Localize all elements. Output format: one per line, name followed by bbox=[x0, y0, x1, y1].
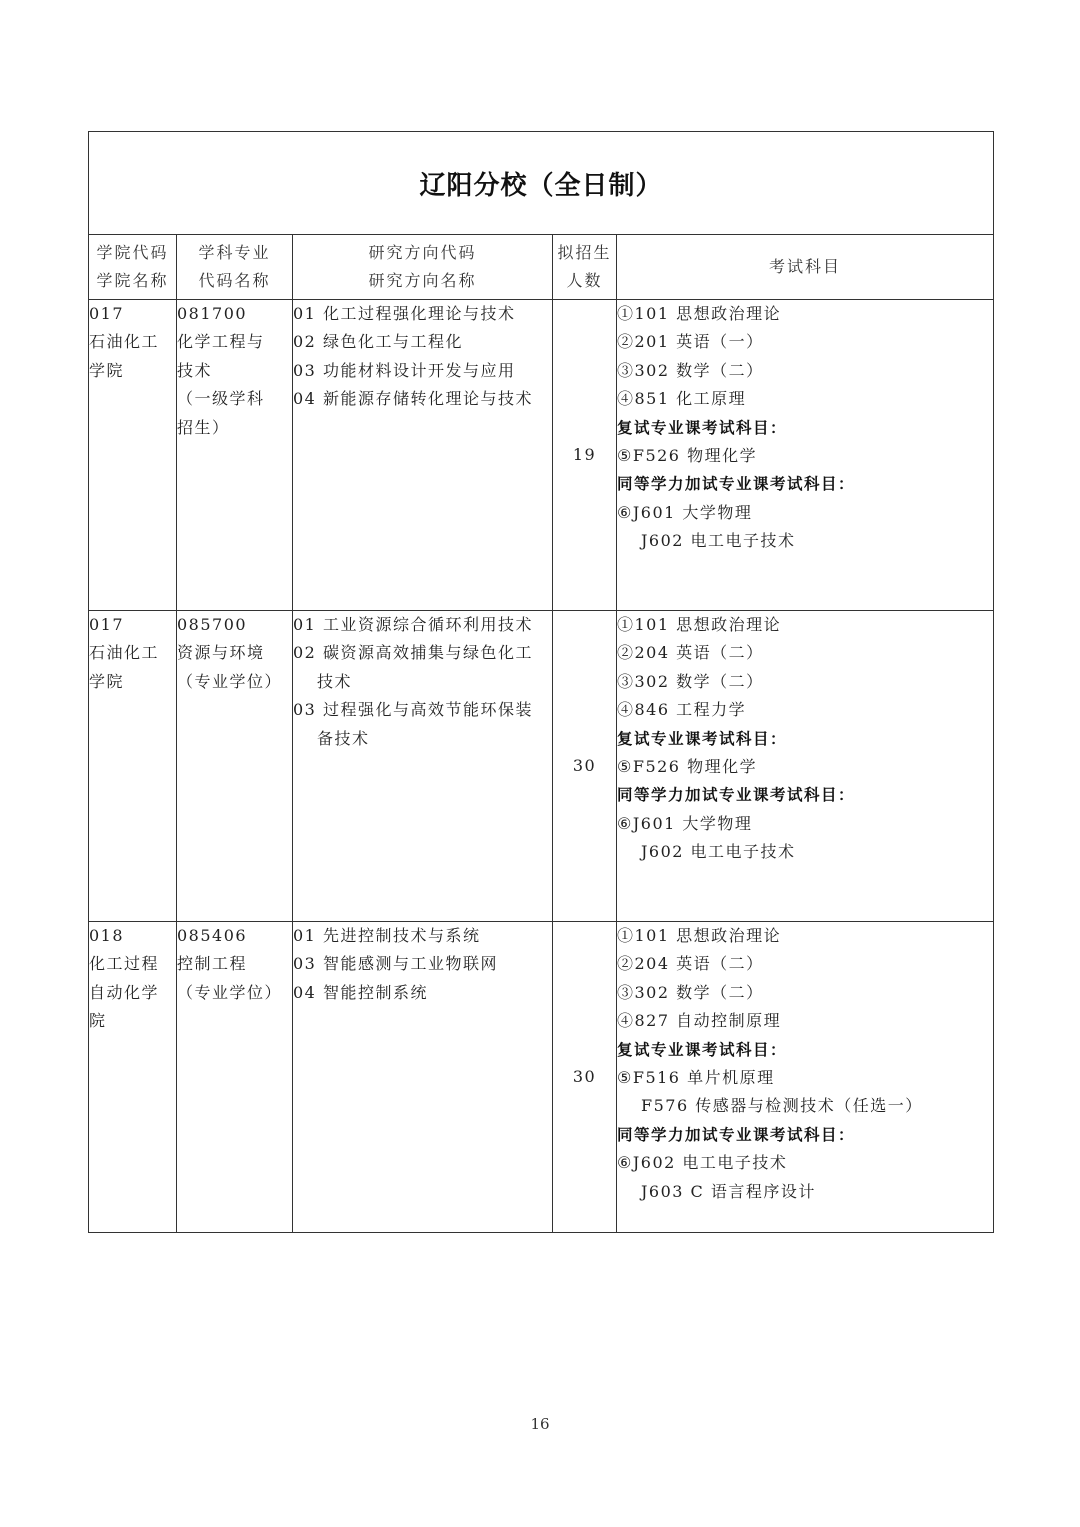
header-direction bbox=[293, 235, 553, 300]
header-major bbox=[177, 235, 293, 300]
retest-label: 复试专业课考试科目： bbox=[617, 1040, 788, 1059]
header-major-line1: 学科专业 bbox=[198, 243, 271, 262]
direction-item-cont: 技术 bbox=[317, 671, 353, 691]
major-code: 081700 bbox=[177, 304, 248, 323]
major-cell bbox=[177, 922, 293, 1233]
direction-item: 01 工业资源综合循环利用技术 bbox=[293, 615, 533, 634]
exam-subject: ④846 工程力学 bbox=[617, 700, 747, 720]
title-cell bbox=[89, 132, 994, 235]
exam-subject: ①101 思想政治理论 bbox=[617, 304, 782, 323]
major-note: 招生） bbox=[177, 417, 230, 437]
exam-subject: ④827 自动控制原理 bbox=[617, 1011, 782, 1031]
equiv-label: 同等学力加试专业课考试科目： bbox=[617, 1125, 856, 1144]
exam-subject: ①101 思想政治理论 bbox=[617, 926, 782, 945]
equiv-subject: ⑥J602 电工电子技术 bbox=[617, 1153, 788, 1173]
header-major-line2: 代码名称 bbox=[198, 271, 271, 290]
college-name: 化工过程 bbox=[89, 954, 160, 974]
header-exam bbox=[617, 235, 994, 300]
exam-subject: ②201 英语（一） bbox=[617, 332, 764, 352]
exam-cell bbox=[617, 922, 994, 1233]
college-name: 院 bbox=[89, 1011, 107, 1031]
direction-item: 04 智能控制系统 bbox=[293, 982, 428, 1002]
retest-subject: ⑤F526 物理化学 bbox=[617, 446, 758, 466]
college-name: 学院 bbox=[89, 671, 125, 691]
college-code: 017 bbox=[89, 304, 125, 323]
page-title: 辽阳分校（全日制） bbox=[419, 170, 663, 201]
major-note: （一级学科 bbox=[177, 389, 265, 409]
equiv-label: 同等学力加试专业课考试科目： bbox=[617, 475, 856, 494]
direction-item: 01 先进控制技术与系统 bbox=[293, 926, 481, 945]
equiv-subject: J602 电工电子技术 bbox=[641, 842, 796, 862]
major-cell bbox=[177, 300, 293, 611]
college-name: 石油化工 bbox=[89, 332, 160, 352]
enroll-count-cell bbox=[553, 922, 617, 1233]
direction-item: 02 碳资源高效捕集与绿色化工 bbox=[293, 643, 533, 663]
enroll-count-cell bbox=[553, 611, 617, 922]
college-cell bbox=[89, 922, 177, 1233]
college-name: 自动化学 bbox=[89, 982, 160, 1002]
retest-subject: ⑤F526 物理化学 bbox=[617, 757, 758, 777]
major-name: 资源与环境 bbox=[177, 643, 265, 663]
direction-item: 01 化工过程强化理论与技术 bbox=[293, 304, 516, 323]
header-enroll bbox=[553, 235, 617, 300]
major-note: （专业学位） bbox=[177, 671, 283, 691]
direction-item: 03 过程强化与高效节能环保装 bbox=[293, 700, 533, 720]
page-number: 16 bbox=[530, 1415, 550, 1433]
direction-cell bbox=[293, 300, 553, 611]
direction-cell bbox=[293, 611, 553, 922]
equiv-subject: J602 电工电子技术 bbox=[641, 531, 796, 551]
admissions-table bbox=[88, 131, 994, 1233]
header-exam-label: 考试科目 bbox=[769, 257, 842, 276]
direction-cell bbox=[293, 922, 553, 1233]
retest-subject: ⑤F516 单片机原理 bbox=[617, 1068, 775, 1088]
retest-label: 复试专业课考试科目： bbox=[617, 729, 788, 748]
header-college-name: 学院名称 bbox=[96, 271, 169, 290]
major-cell bbox=[177, 611, 293, 922]
direction-item-cont: 备技术 bbox=[317, 728, 370, 748]
college-cell bbox=[89, 611, 177, 922]
exam-cell bbox=[617, 611, 994, 922]
direction-item: 03 智能感测与工业物联网 bbox=[293, 954, 498, 974]
equiv-subject: J603 C 语言程序设计 bbox=[641, 1181, 816, 1201]
direction-item: 04 新能源存储转化理论与技术 bbox=[293, 389, 533, 409]
table-row bbox=[89, 922, 994, 1233]
major-name: 化学工程与 bbox=[177, 332, 265, 352]
major-note: （专业学位） bbox=[177, 982, 283, 1002]
enroll-count-cell bbox=[553, 300, 617, 611]
table-row bbox=[89, 611, 994, 922]
enroll-count: 30 bbox=[572, 1066, 597, 1086]
equiv-subject: ⑥J601 大学物理 bbox=[617, 502, 753, 522]
exam-subject: ①101 思想政治理论 bbox=[617, 615, 782, 634]
exam-subject: ③302 数学（二） bbox=[617, 982, 764, 1002]
exam-subject: ④851 化工原理 bbox=[617, 389, 747, 409]
equiv-label: 同等学力加试专业课考试科目： bbox=[617, 786, 856, 805]
header-direction-code: 研究方向代码 bbox=[368, 243, 477, 262]
direction-item: 03 功能材料设计开发与应用 bbox=[293, 360, 516, 380]
header-direction-name: 研究方向名称 bbox=[368, 271, 477, 290]
exam-cell bbox=[617, 300, 994, 611]
equiv-subject: ⑥J601 大学物理 bbox=[617, 813, 753, 833]
enroll-count: 19 bbox=[572, 444, 597, 464]
college-cell bbox=[89, 300, 177, 611]
college-code: 018 bbox=[89, 926, 125, 945]
table-header-row bbox=[89, 235, 994, 300]
direction-item: 02 绿色化工与工程化 bbox=[293, 332, 463, 352]
header-college bbox=[89, 235, 177, 300]
header-enroll-line2: 人数 bbox=[566, 271, 603, 290]
table-row bbox=[89, 300, 994, 611]
exam-subject: ②204 英语（二） bbox=[617, 643, 764, 663]
major-name: 技术 bbox=[177, 360, 213, 380]
college-name: 石油化工 bbox=[89, 643, 160, 663]
major-code: 085700 bbox=[177, 615, 248, 634]
header-college-code: 学院代码 bbox=[96, 243, 169, 262]
exam-subject: ②204 英语（二） bbox=[617, 954, 764, 974]
college-code: 017 bbox=[89, 615, 125, 634]
retest-label: 复试专业课考试科目： bbox=[617, 418, 788, 437]
header-enroll-line1: 拟招生 bbox=[557, 243, 612, 262]
enroll-count: 30 bbox=[572, 755, 597, 775]
exam-subject: ③302 数学（二） bbox=[617, 671, 764, 691]
retest-subject: F576 传感器与检测技术（任选一） bbox=[641, 1096, 923, 1116]
major-code: 085406 bbox=[177, 926, 248, 945]
college-name: 学院 bbox=[89, 360, 125, 380]
major-name: 控制工程 bbox=[177, 954, 248, 974]
exam-subject: ③302 数学（二） bbox=[617, 360, 764, 380]
